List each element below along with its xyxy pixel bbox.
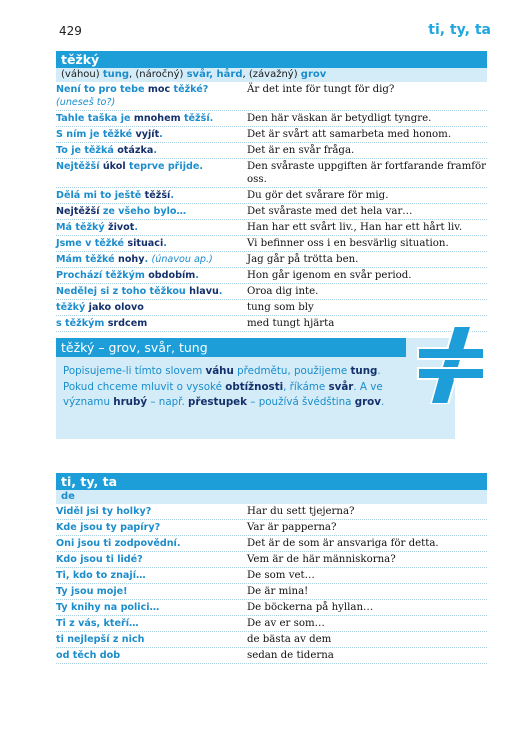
- phrase-row: [56, 159, 487, 188]
- text-run: od těch dob: [56, 650, 121, 661]
- czech-phrase: [56, 220, 247, 235]
- running-head: ti, ty, ta: [428, 22, 491, 38]
- keyword: svår, hård: [186, 69, 243, 80]
- phrase-row: [56, 584, 487, 600]
- text-run: s těžkým: [56, 318, 108, 329]
- phrase-row: [56, 111, 487, 127]
- keyword: jako olovo: [88, 302, 144, 313]
- phrase-row: [56, 284, 487, 300]
- czech-phrase: [56, 188, 247, 203]
- entry-translations: [56, 68, 487, 82]
- swedish-translation: Hon går igenom en svår period.: [247, 270, 412, 281]
- phrase-row: [56, 127, 487, 143]
- text-run: Kdo jsou ti lidé?: [56, 554, 143, 565]
- keyword: úkol: [102, 161, 126, 172]
- text-run: , (náročný): [129, 69, 187, 80]
- text-run: Dělá mi to ještě: [56, 190, 145, 201]
- keyword: hrubý: [113, 396, 148, 408]
- text-run: .: [195, 270, 199, 281]
- keyword: moc: [147, 84, 171, 95]
- phrase-row: [56, 632, 487, 648]
- czech-phrase: [56, 504, 247, 519]
- text-run: Prochází těžkým: [56, 270, 149, 281]
- entry-translations: [56, 490, 487, 504]
- swedish-translation: Du gör det svårare för mig.: [247, 190, 389, 201]
- entry-ti-ty-ta: [56, 473, 487, 664]
- text-run: teprve přijde.: [125, 161, 204, 172]
- swedish-translation: Den svåraste uppgiften är fortfarande framför oss.: [247, 161, 486, 185]
- keyword: otázka: [117, 145, 154, 156]
- swedish-translation: Det svåraste med det hela var…: [247, 206, 413, 217]
- phrase-list: [56, 504, 487, 664]
- entry-title: ti, ty, ta: [56, 473, 487, 490]
- phrase-row: [56, 600, 487, 616]
- czech-phrase: [56, 520, 247, 535]
- phrase-row: [56, 268, 487, 284]
- czech-phrase: [56, 536, 247, 551]
- keyword: grov: [354, 396, 381, 408]
- czech-phrase: [56, 111, 247, 126]
- text-run: Ti z vás, kteří…: [56, 618, 139, 629]
- czech-phrase: [56, 268, 247, 283]
- czech-phrase: [56, 568, 247, 583]
- czech-phrase: [56, 616, 247, 631]
- phrase-row: [56, 300, 487, 316]
- swedish-translation: Oroa dig inte.: [247, 286, 319, 297]
- text-run: .: [218, 286, 223, 297]
- swedish-translation: sedan de tiderna: [247, 650, 334, 661]
- text-run: těžké?: [170, 84, 209, 95]
- text-run: (únavou ap.): [151, 254, 213, 265]
- text-run: .: [159, 129, 163, 140]
- keyword: obtížnosti: [225, 380, 284, 393]
- text-run: Jsme v těžké: [56, 238, 128, 249]
- text-run: Ty jsou moje!: [56, 586, 128, 597]
- czech-phrase: [56, 252, 247, 267]
- swedish-translation: Har du sett tjejerna?: [247, 506, 355, 517]
- phrase-row: [56, 236, 487, 252]
- keyword: přestupek: [188, 396, 248, 408]
- text-run: .: [144, 254, 152, 265]
- text-run: – používá švédština: [247, 396, 355, 408]
- not-equal-icon: [416, 326, 486, 404]
- swedish-translation: De av er som…: [247, 618, 325, 629]
- text-run: Viděl jsi ty holky?: [56, 506, 152, 517]
- swedish-translation: de bästa av dem: [247, 634, 332, 645]
- text-run: Popisujeme-li tímto slovem: [63, 365, 206, 377]
- phrase-row: [56, 204, 487, 220]
- phrase-list: [56, 82, 487, 332]
- phrase-row: [56, 188, 487, 204]
- usage-note-text: [63, 364, 393, 411]
- phrase-row: [56, 143, 487, 159]
- swedish-translation: Det är en svår fråga.: [247, 145, 355, 156]
- phrase-row: [56, 648, 487, 664]
- czech-phrase: [56, 648, 247, 663]
- text-run: (uneseš to?): [56, 97, 116, 108]
- keyword: vyjít: [135, 129, 160, 140]
- phrase-row: [56, 504, 487, 520]
- text-run: .: [163, 238, 167, 249]
- swedish-translation: med tungt hjärta: [247, 318, 335, 329]
- swedish-translation: Var är papperna?: [247, 522, 337, 533]
- text-run: .: [153, 145, 157, 156]
- phrase-row: [56, 82, 487, 111]
- swedish-translation: De som vet…: [247, 570, 315, 581]
- swedish-translation: Vi befinner oss i en besvärlig situation.: [247, 238, 449, 249]
- text-run: Oni jsou ti zodpovědní.: [56, 538, 181, 549]
- swedish-translation: tung som bly: [247, 302, 314, 313]
- usage-note-title: těžký – grov, svår, tung: [56, 338, 406, 357]
- czech-phrase: [56, 82, 247, 110]
- swedish-translation: Han har ett svårt liv., Han har ett hårt liv.: [247, 222, 463, 233]
- text-run: . A ve významu: [63, 380, 383, 408]
- text-run: Tahle taška je: [56, 113, 134, 124]
- text-run: – např.: [147, 396, 188, 408]
- czech-phrase: [56, 552, 247, 567]
- text-run: Není to pro tebe: [56, 84, 148, 95]
- czech-phrase: [56, 127, 247, 142]
- text-run: , (závažný): [242, 69, 301, 80]
- keyword: těžší: [144, 190, 171, 201]
- text-run: (váhou): [61, 69, 103, 80]
- keyword: obdobím: [148, 270, 196, 281]
- keyword: nohy: [118, 254, 145, 265]
- text-run: .: [134, 222, 138, 233]
- czech-phrase: [56, 632, 247, 647]
- czech-phrase: [56, 204, 247, 219]
- keyword: život: [108, 222, 135, 233]
- czech-phrase: [56, 584, 247, 599]
- czech-phrase: [56, 159, 247, 187]
- text-run: předmětu, použijeme: [233, 365, 351, 377]
- czech-phrase: [56, 284, 247, 299]
- czech-phrase: [56, 143, 247, 158]
- swedish-translation: De är mina!: [247, 586, 309, 597]
- swedish-translation: Det är de som är ansvariga för detta.: [247, 538, 439, 549]
- swedish-translation: Är det inte för tungt för dig?: [247, 84, 395, 95]
- swedish-translation: Jag går på trötta ben.: [247, 254, 359, 265]
- phrase-row: [56, 552, 487, 568]
- text-run: Kde jsou ty papíry?: [56, 522, 161, 533]
- keyword: de: [61, 491, 75, 502]
- text-run: těžký: [56, 302, 89, 313]
- entry-title: těžký: [56, 51, 487, 68]
- text-run: Má těžký: [56, 222, 109, 233]
- entry-tezky: [56, 51, 487, 332]
- czech-phrase: [56, 316, 247, 331]
- phrase-row: [56, 252, 487, 268]
- swedish-translation: Det är svårt att samarbeta med honom.: [247, 129, 452, 140]
- keyword: tung: [102, 69, 130, 80]
- text-run: Nedělej si z toho těžkou: [56, 286, 190, 297]
- keyword: grov: [300, 69, 327, 80]
- page-number: 429: [59, 24, 82, 38]
- text-run: těžší.: [180, 113, 214, 124]
- text-run: S ním je těžké: [56, 129, 136, 140]
- phrase-row: [56, 616, 487, 632]
- keyword: situaci: [127, 238, 164, 249]
- keyword: váhu: [205, 365, 234, 377]
- text-run: Ty knihy na polici…: [56, 602, 160, 613]
- text-run: ti nejlepší z nich: [56, 634, 145, 645]
- swedish-translation: Den här väskan är betydligt tyngre.: [247, 113, 432, 124]
- text-run: .: [380, 396, 385, 408]
- keyword: hlavu: [189, 286, 219, 297]
- swedish-translation: De böckerna på hyllan…: [247, 602, 374, 613]
- text-run: Nejtěžší: [56, 161, 103, 172]
- keyword: tung: [350, 365, 378, 377]
- keyword: srdcem: [107, 318, 148, 329]
- text-run: ze všeho bylo…: [99, 206, 187, 217]
- keyword: mnohem: [133, 113, 181, 124]
- text-run: . Pokud chceme mluvit o vysoké: [63, 365, 381, 393]
- keyword: Nejtěžší: [56, 206, 100, 217]
- keyword: svår: [328, 380, 354, 393]
- czech-phrase: [56, 236, 247, 251]
- text-run: , říkáme: [283, 380, 329, 393]
- czech-phrase: [56, 300, 247, 315]
- phrase-row: [56, 520, 487, 536]
- text-run: To je těžká: [56, 145, 118, 156]
- swedish-translation: Vem är de här människorna?: [247, 554, 396, 565]
- phrase-row: [56, 536, 487, 552]
- phrase-row: [56, 568, 487, 584]
- czech-phrase: [56, 600, 247, 615]
- text-run: .: [170, 190, 174, 201]
- text-run: Ti, kdo to znají…: [56, 570, 146, 581]
- phrase-row: [56, 220, 487, 236]
- text-run: Mám těžké: [56, 254, 119, 265]
